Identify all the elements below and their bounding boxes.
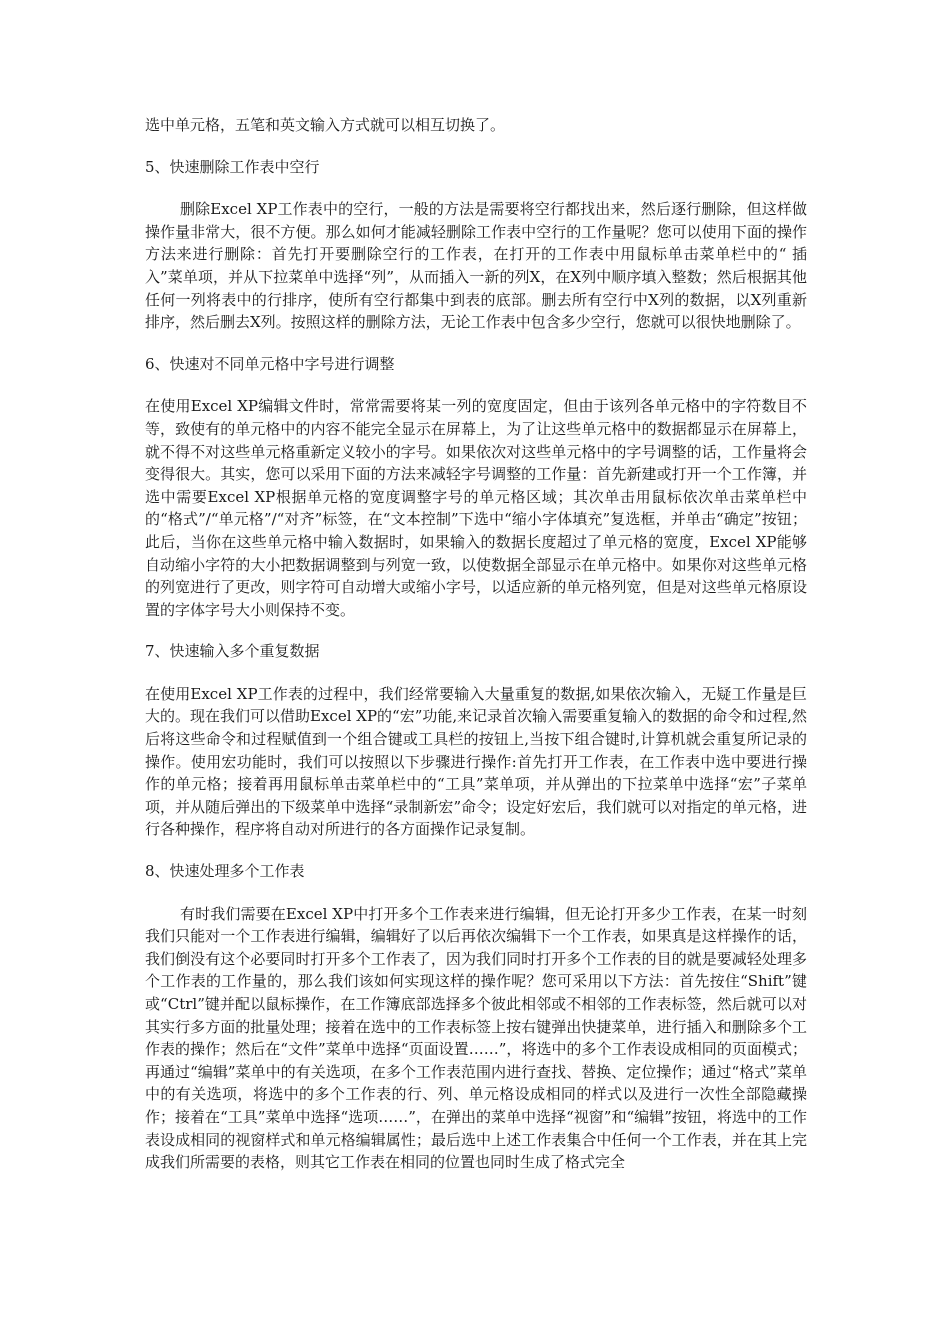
section-body-7: 在使用Excel XP工作表的过程中，我们经常要输入大量重复的数据,如果依次输入，无疑工作量是巨大的。现在我们可以借助Excel XP的“宏”功能,来记录首次输入需要重复输入的数据的命令和过程,然后将这些命令和过程赋值到一个组合键或工具栏的按钮上,当按下组合键时,计算机就会重复所记录的操作。使用宏功能时，我们可以按照以下步骤进行操作:首先打开工作表，在工作表中选中要进行操作的单元格；接着再用鼠标单击菜单栏中的“工具”菜单项，并从弹出的下拉菜单中选择“宏”子菜单项，并从随后弹出的下级菜单中选择“录制新宏”命令；设定好宏后，我们就可以对指定的单元格，进行各种操作，程序将自动对所进行的各方面操作记录复制。 <box>145 684 807 839</box>
section-heading-7: 7、快速输入多个重复数据 <box>145 642 320 661</box>
section-heading-5: 5、快速删除工作表中空行 <box>145 157 320 176</box>
section-body-8: 有时我们需要在Excel XP中打开多个工作表来进行编辑，但无论打开多少工作表，在某一时刻我们只能对一个工作表进行编辑，编辑好了以后再依次编辑下一个工作表，如果真是这样操作的话，我们倒没有这个必要同时打开多个工作表了，因为我们同时打开多个工作表的目的就是要减轻处理多个工作表的工作量的，那么我们该如何实现这样的操作呢？您可采用以下方法：首先按住“Shift”键或“Ctrl”键并配以鼠标操作，在工作簿底部选择多个彼此相邻或不相邻的工作表标签，然后就可以对其实行多方面的批量处理；接着在选中的工作表标签上按右键弹出快捷菜单，进行插入和删除多个工作表的操作；然后在“文件”菜单中选择“页面设置……”，将选中的多个工作表设成相同的页面模式；再通过“编辑”菜单中的有关选项，在多个工作表范围内进行查找、替换、定位操作；通过“格式”菜单中的有关选项，将选中的多个工作表的行、列、单元格设成相同的样式以及进行一次性全部隐藏操作；接着在“工具”菜单中选择“选项……”，在弹出的菜单中选择“视窗”和“编辑”按钮，将选中的工作表设成相同的视窗样式和单元格编辑属性；最后选中上述工作表集合中任何一个工作表，并在其上完成我们所需要的表格，则其它工作表在相同的位置也同时生成了格式完全 <box>145 904 807 1172</box>
section-body-5: 删除Excel XP工作表中的空行，一般的方法是需要将空行都找出来，然后逐行删除，但这样做操作量非常大，很不方便。那么如何才能减轻删除工作表中空行的工作量呢？您可以使用下面的操作方法来进行删除：首先打开要删除空行的工作表，在打开的工作表中用鼠标单击菜单栏中的“ 插 入”菜单项，并从下拉菜单中选择“列”，从而插入一新的列X，在X列中顺序填入整数；然后根据其他任何一列将表中的行排序，使所有空行都集中到表的底部。删去所有空行中X列的数据，以X列重新排序，然后删去X列。按照这样的删除方法，无论工作表中包含多少空行，您就可以很快地删除了。 <box>145 200 807 332</box>
section-body-6: 在使用Excel XP编辑文件时，常常需要将某一列的宽度固定，但由于该列各单元格中的字符数目不等，致使有的单元格中的内容不能完全显示在屏幕上，为了让这些单元格中的数据都显示在屏幕上，就不得不对这些单元格重新定义较小的字号。如果依次对这些单元格中的字号调整的话，工作量将会变得很大。其实，您可以采用下面的方法来减轻字号调整的工作量：首先新建或打开一个工作簿，并选中需要Excel XP根据单元格的宽度调整字号的单元格区域；其次单击用鼠标依次单击菜单栏中的“格式”/“单元格”/“对齐”标签，在“文本控制”下选中“缩小字体填充”复选框，并单击“确定”按钮；此后，当你在这些单元格中输入数据时，如果输入的数据长度超过了单元格的宽度，Excel XP能够自动缩小字符的大小把数据调整到与列宽一致，以使数据全部显示在单元格中。如果你对这些单元格的列宽进行了更改，则字符可自动增大或缩小字号，以适应新的单元格列宽，但是对这些单元格原设置的字体字号大小则保持不变。 <box>145 397 807 619</box>
section-heading-6: 6、快速对不同单元格中字号进行调整 <box>145 354 395 373</box>
document-page <box>145 114 807 1174</box>
continuation-paragraph: 选中单元格，五笔和英文输入方式就可以相互切换了。 <box>145 116 506 134</box>
section-heading-8: 8、快速处理多个工作表 <box>145 862 305 881</box>
